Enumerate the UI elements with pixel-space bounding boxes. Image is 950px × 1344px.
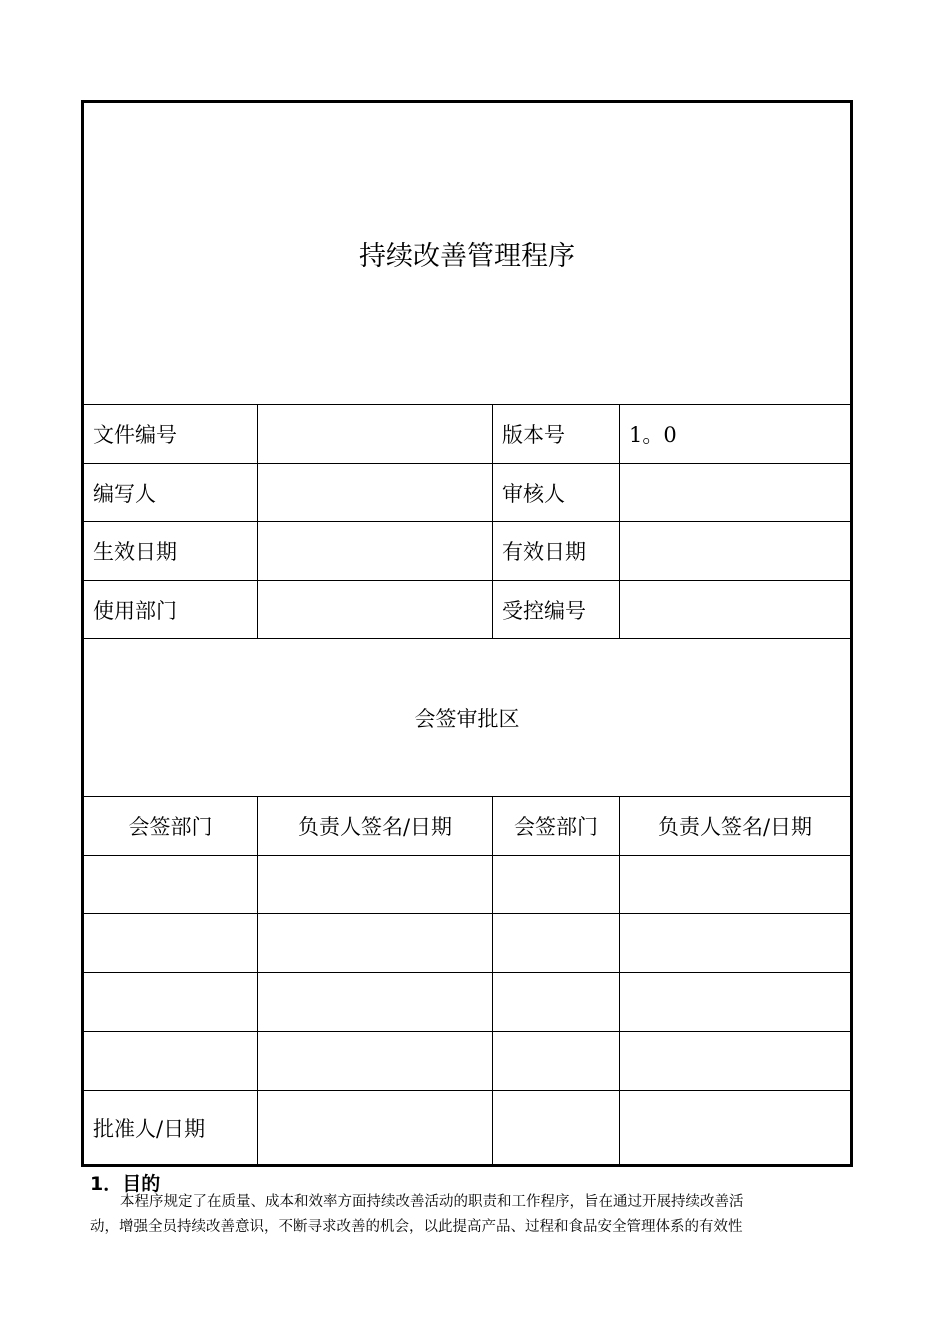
countersign-dept-cell[interactable] [84,973,257,1031]
countersign-signature-cell[interactable] [619,914,850,972]
countersign-row [84,914,850,973]
countersign-signature-header: 负责人签名/日期 [619,797,850,855]
department-value[interactable] [257,581,492,638]
reviewer-label: 审核人 [492,464,619,521]
countersign-dept-header: 会签部门 [492,797,619,855]
countersign-dept-cell[interactable] [492,914,619,972]
approver-extra-cell[interactable] [492,1091,619,1164]
document-cover-table [81,100,853,1167]
countersign-dept-cell[interactable] [492,856,619,913]
countersign-dept-cell[interactable] [84,914,257,972]
info-row-department [84,581,850,639]
countersign-title: 会签审批区 [414,706,520,731]
countersign-signature-cell[interactable] [619,856,850,913]
countersign-row [84,856,850,914]
countersign-row [84,973,850,1032]
countersign-signature-cell[interactable] [257,973,492,1031]
countersign-signature-cell[interactable] [257,856,492,913]
file-number-value[interactable] [257,405,492,463]
countersign-signature-cell[interactable] [257,1032,492,1090]
control-number-label: 受控编号 [492,581,619,638]
author-label: 编写人 [93,481,156,506]
author-value[interactable] [257,464,492,521]
purpose-paragraph-line: 动，增强全员持续改善意识，不断寻求改善的机会，以此提高产品、过程和食品安全管理体系的有效性 [90,1219,743,1235]
file-number-label: 文件编号 [93,423,177,447]
valid-date-value[interactable] [619,522,850,580]
countersign-header-row [84,797,850,856]
info-row-file-number [84,405,850,464]
title-row [84,103,850,405]
countersign-dept-cell[interactable] [84,856,257,913]
reviewer-value[interactable] [619,464,850,521]
purpose-paragraph-line: 本程序规定了在质量、成本和效率方面持续改善活动的职责和工作程序，旨在通过开展持续改善活 [120,1194,744,1210]
countersign-row [84,1032,850,1091]
approver-label: 批准人/日期 [93,1116,206,1141]
approver-row [84,1091,850,1164]
effective-date-label: 生效日期 [93,540,177,564]
version-value[interactable]: 1。0 [619,405,850,463]
countersign-dept-cell[interactable] [492,973,619,1031]
version-label: 版本号 [492,405,619,463]
countersign-dept-header: 会签部门 [128,815,213,839]
approver-extra-cell[interactable] [619,1091,850,1164]
effective-date-value[interactable] [257,522,492,580]
countersign-signature-cell[interactable] [619,1032,850,1090]
department-label: 使用部门 [93,598,177,623]
countersign-signature-cell[interactable] [257,914,492,972]
document-title: 持续改善管理程序 [359,241,575,272]
info-row-effective-date [84,522,850,581]
section-heading-purpose: 1．目的 [90,1173,161,1195]
approver-signature-cell[interactable] [257,1091,492,1164]
countersign-signature-cell[interactable] [619,973,850,1031]
countersign-dept-cell[interactable] [492,1032,619,1090]
control-number-value[interactable] [619,581,850,638]
countersign-dept-cell[interactable] [84,1032,257,1090]
info-row-author [84,464,850,522]
valid-date-label: 有效日期 [492,522,619,580]
countersign-signature-header: 负责人签名/日期 [257,797,492,855]
countersign-title-row [84,639,850,797]
